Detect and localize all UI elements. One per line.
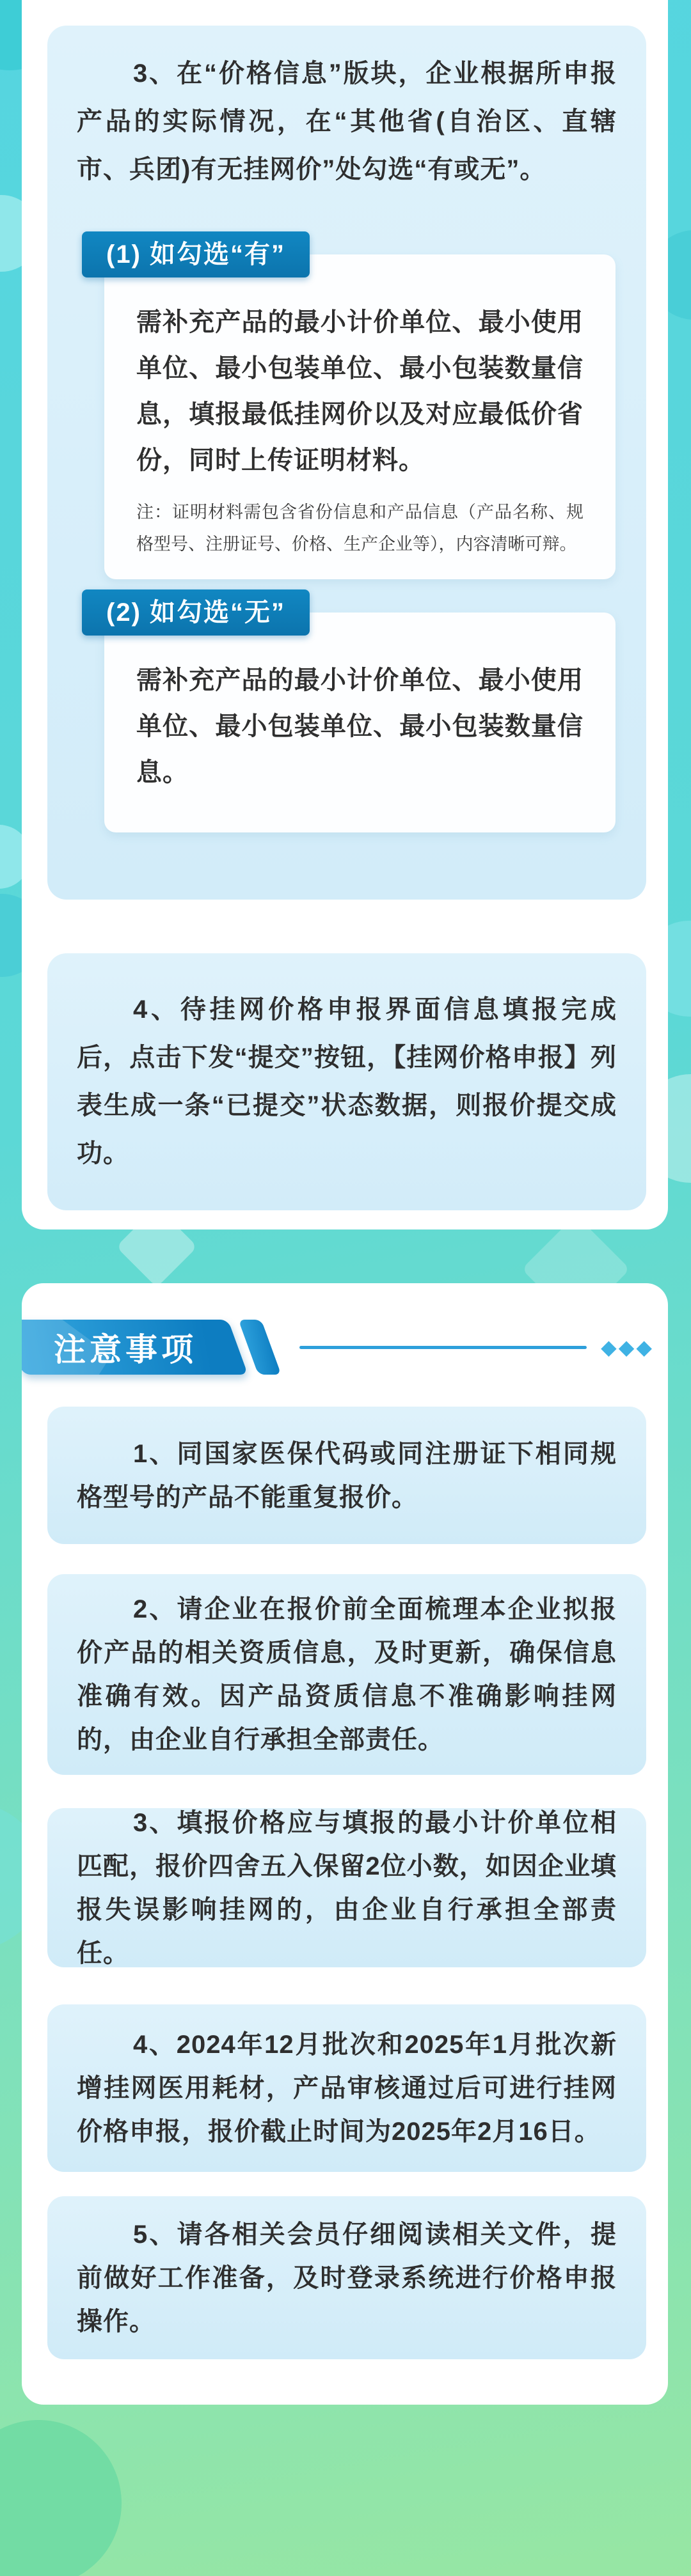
option-box-has-price xyxy=(104,240,616,579)
note-item-5: 5、请各相关会员仔细阅读相关文件，提前做好工作准备，及时登录系统进行价格申报操作。 xyxy=(77,2220,617,2336)
note-card xyxy=(47,1808,646,1967)
decor-circle xyxy=(0,2420,122,2576)
option-box-header: (1) 如勾选“有” xyxy=(82,231,310,277)
option-box-body: 需补充产品的最小计价单位、最小使用单位、最小包装单位、最小包装数量信息，填报最低挂网价以及对应最低价省份，同时上传证明材料。 xyxy=(136,308,584,474)
note-card xyxy=(47,2196,646,2359)
option-box-no-price xyxy=(104,598,616,832)
step-3-paragraph: 3、在“价格信息”版块，企业根据所申报产品的实际情况，在“其他省(自治区、直辖市、兵团)有无挂网价”处勾选“有或无”。 xyxy=(77,59,617,183)
step-4-paragraph: 4、待挂网价格申报界面信息填报完成后，点击下发“提交”按钮，【挂网价格申报】列表生成一条“已提交”状态数据，则报价提交成功。 xyxy=(77,995,617,1167)
note-item-3: 3、填报价格应与填报的最小计价单位相匹配，报价四舍五入保留2位小数，如因企业填报失误影响挂网的，由企业自行承担全部责任。 xyxy=(77,1808,617,1967)
note-card xyxy=(47,2004,646,2172)
note-card xyxy=(47,1574,646,1775)
notes-title-banner xyxy=(22,1320,248,1375)
banner-line xyxy=(299,1346,587,1349)
note-item-1: 1、同国家医保代码或同注册证下相同规格型号的产品不能重复报价。 xyxy=(77,1439,617,1511)
content-panel-top xyxy=(22,0,668,1229)
notes-title-row xyxy=(22,1320,668,1375)
banner-diamonds-icon: ◆◆◆ xyxy=(601,1336,654,1359)
option-box-body: 需补充产品的最小计价单位、最小使用单位、最小包装单位、最小包装数量信息。 xyxy=(136,666,584,786)
option-box-note: 注：证明材料需包含省份信息和产品信息（产品名称、规格型号、注册证号、价格、生产企业等），内容清晰可辩。 xyxy=(136,503,584,554)
notes-panel xyxy=(22,1283,668,2405)
note-item-2: 2、请企业在报价前全面梳理本企业拟报价产品的相关资质信息，及时更新，确保信息准确有效。因产品资质信息不准确影响挂网的，由企业自行承担全部责任。 xyxy=(77,1595,617,1754)
note-card xyxy=(47,1407,646,1544)
note-item-4: 4、2024年12月批次和2025年1月批次新增挂网医用耗材，产品审核通过后可进行挂网价格申报，报价截止时间为2025年2月16日。 xyxy=(77,2031,617,2146)
option-box-header: (2) 如勾选“无” xyxy=(82,589,310,636)
price-info-card xyxy=(47,26,646,900)
notes-title: 注意事项 xyxy=(54,1332,197,1368)
submit-step-card xyxy=(47,953,646,1210)
